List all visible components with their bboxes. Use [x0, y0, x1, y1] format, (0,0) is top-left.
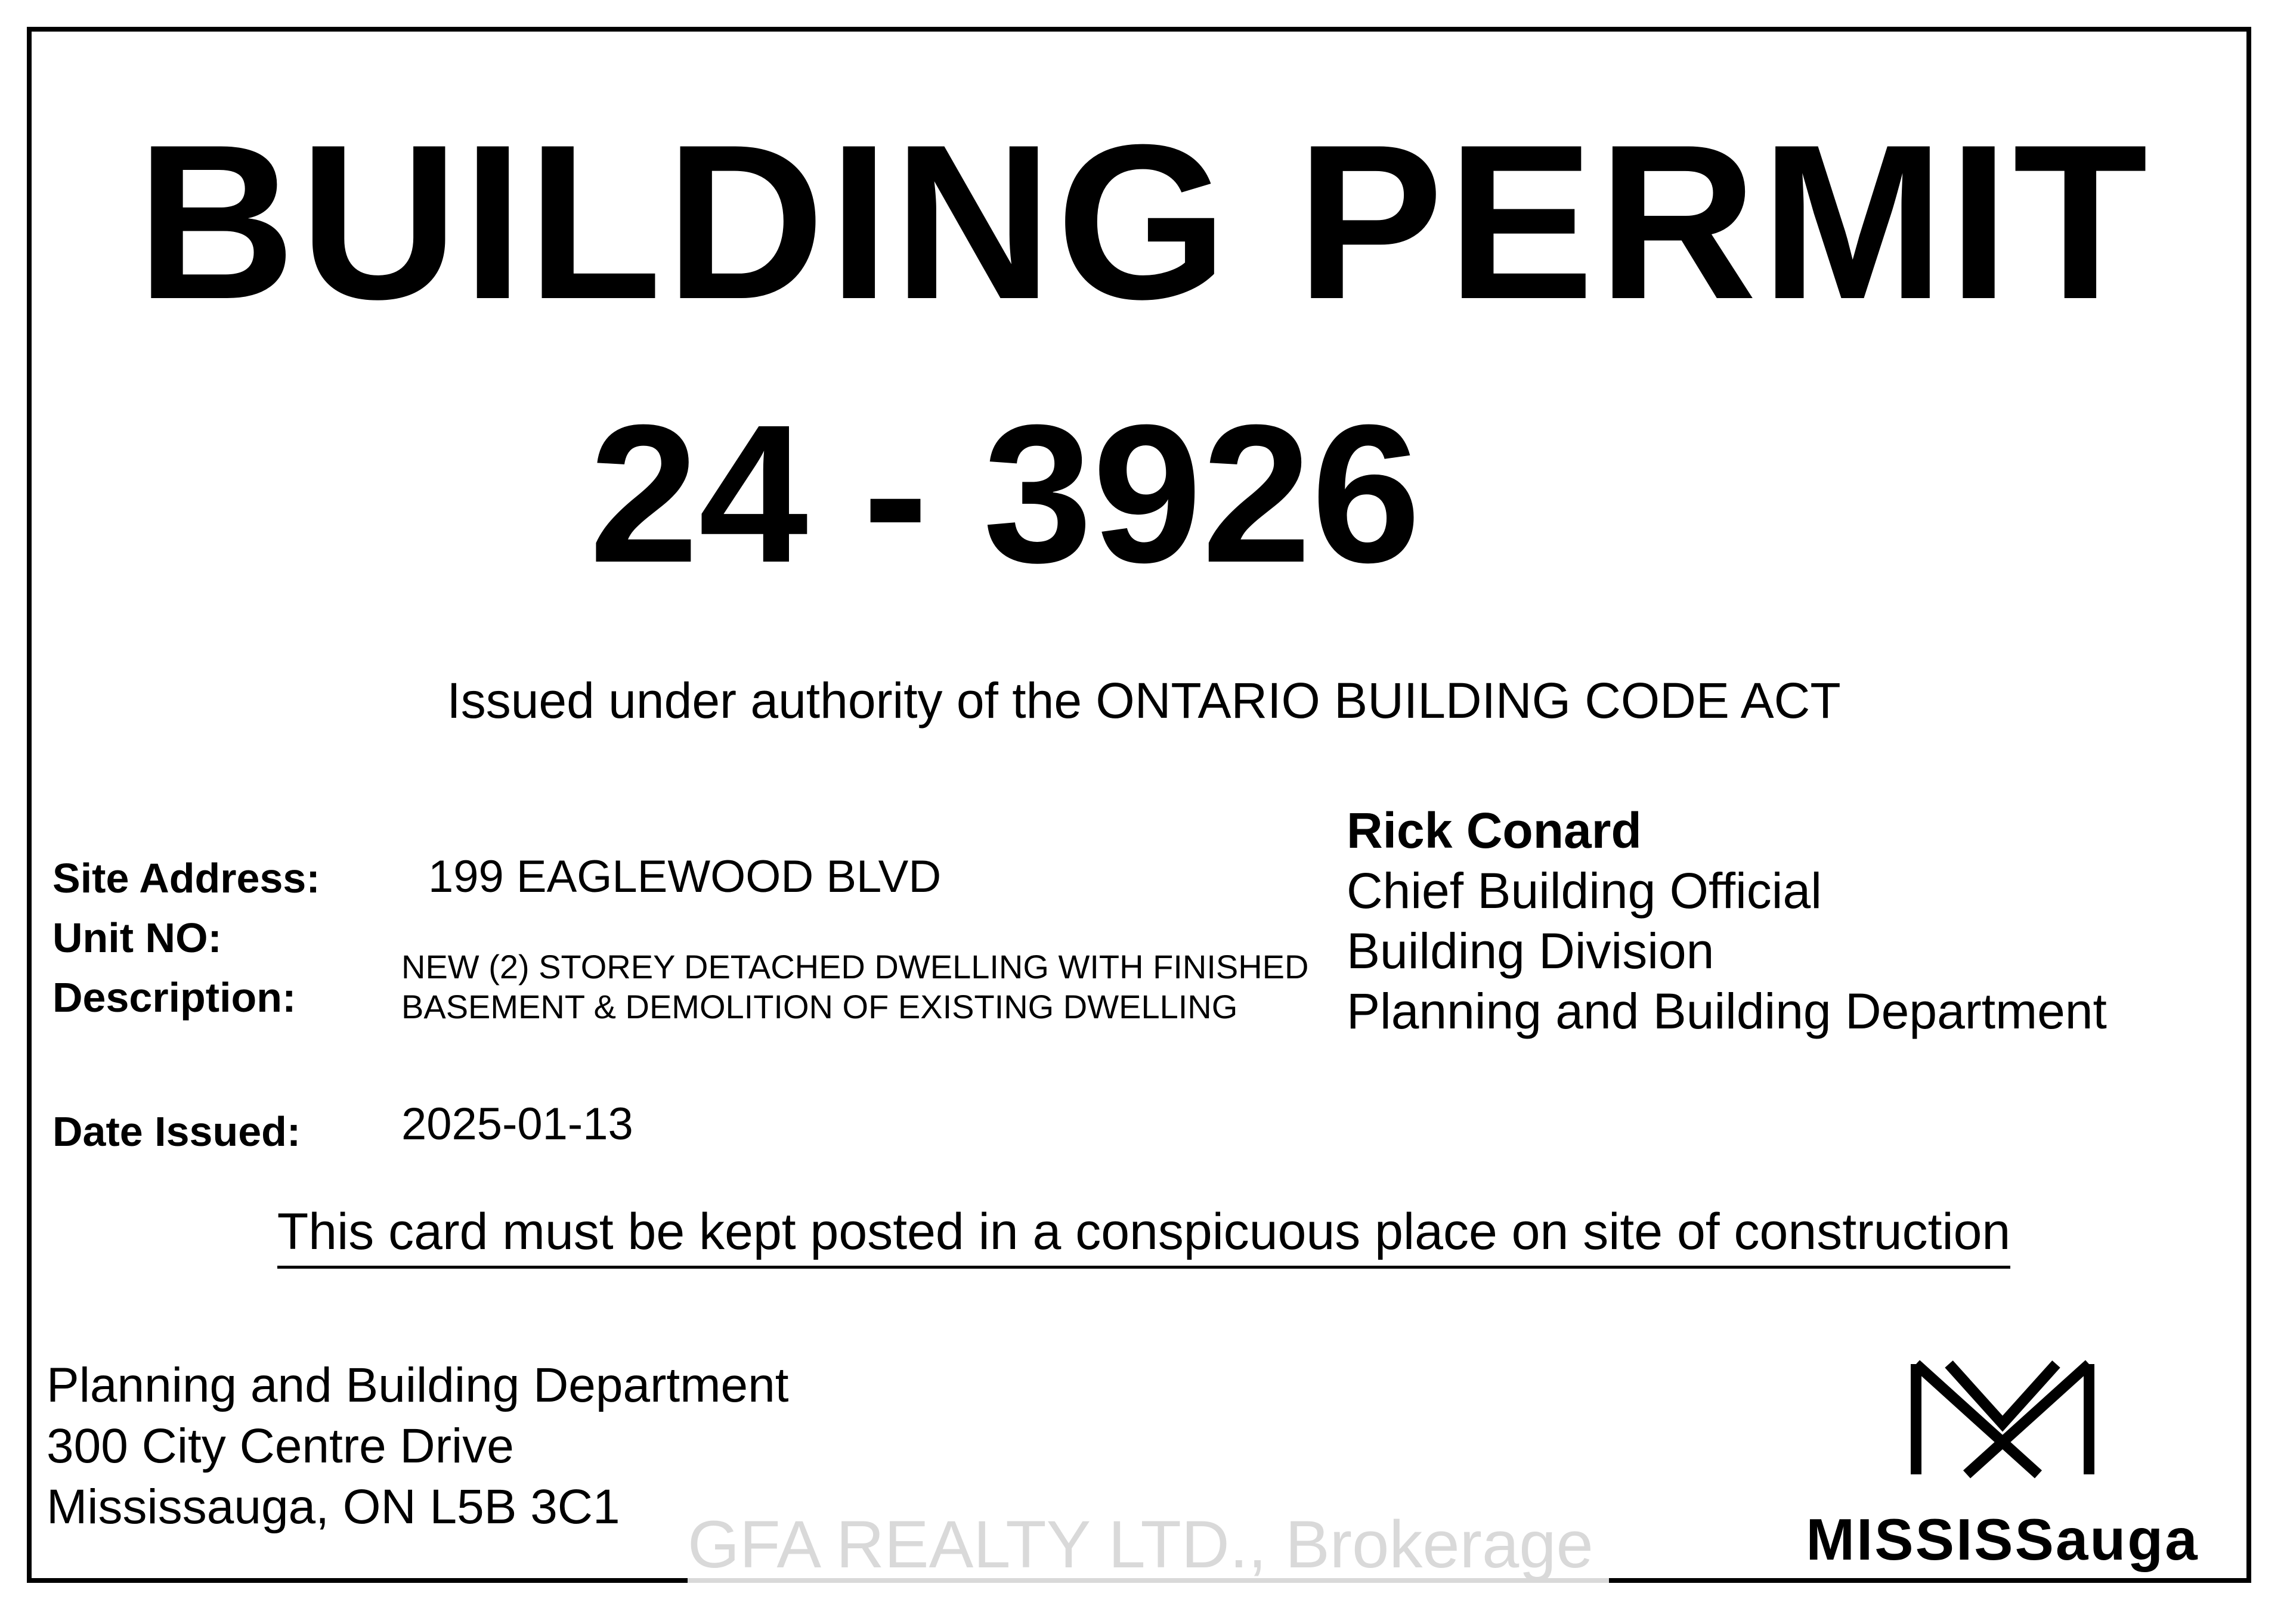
posting-notice: [32, 1203, 2256, 1269]
department-address-line1: Planning and Building Department: [47, 1358, 789, 1412]
official-department: Planning and Building Department: [1347, 983, 2107, 1039]
official-title: Chief Building Official: [1347, 863, 1822, 919]
department-address-line2: 300 City Centre Drive: [47, 1419, 514, 1473]
mississauga-wordmark: MISSISSauga: [1806, 1507, 2199, 1572]
permit-card: [27, 27, 2251, 1583]
date-issued-value: 2025-01-13: [401, 1099, 633, 1149]
brokerage-watermark: [688, 1503, 1609, 1592]
mississauga-logo: [1770, 1281, 2235, 1579]
posting-notice-text: This card must be kept posted in a conspicuous place on site of construction: [277, 1206, 2011, 1269]
official-block: [1347, 801, 2107, 1042]
permit-number: 24 - 3926: [589, 383, 1421, 603]
site-address-label: Site Address:: [52, 855, 320, 901]
unit-no-label: Unit NO:: [52, 915, 222, 961]
permit-title: BUILDING PERMIT: [136, 99, 2152, 345]
authority-statement: Issued under authority of the ONTARIO BUILDING CODE ACT: [447, 672, 1841, 729]
official-name: Rick Conard: [1347, 802, 1642, 859]
official-division: Building Division: [1347, 923, 1715, 979]
date-issued-label: Date Issued:: [52, 1108, 301, 1155]
brokerage-watermark-text: GFA REALTY LTD., Brokerage: [688, 1507, 1593, 1582]
department-address-line3: Mississauga, ON L5B 3C1: [47, 1480, 620, 1534]
description-value: NEW (2) STOREY DETACHED DWELLING WITH FINISHED BASEMENT & DEMOLITION OF EXISTING DWELLING: [401, 948, 1309, 1025]
site-address-value: 199 EAGLEWOOD BLVD: [428, 851, 942, 902]
department-address: [47, 1355, 789, 1538]
description-label: Description:: [52, 974, 296, 1021]
mississauga-logo-icon: [1770, 1281, 2235, 1507]
